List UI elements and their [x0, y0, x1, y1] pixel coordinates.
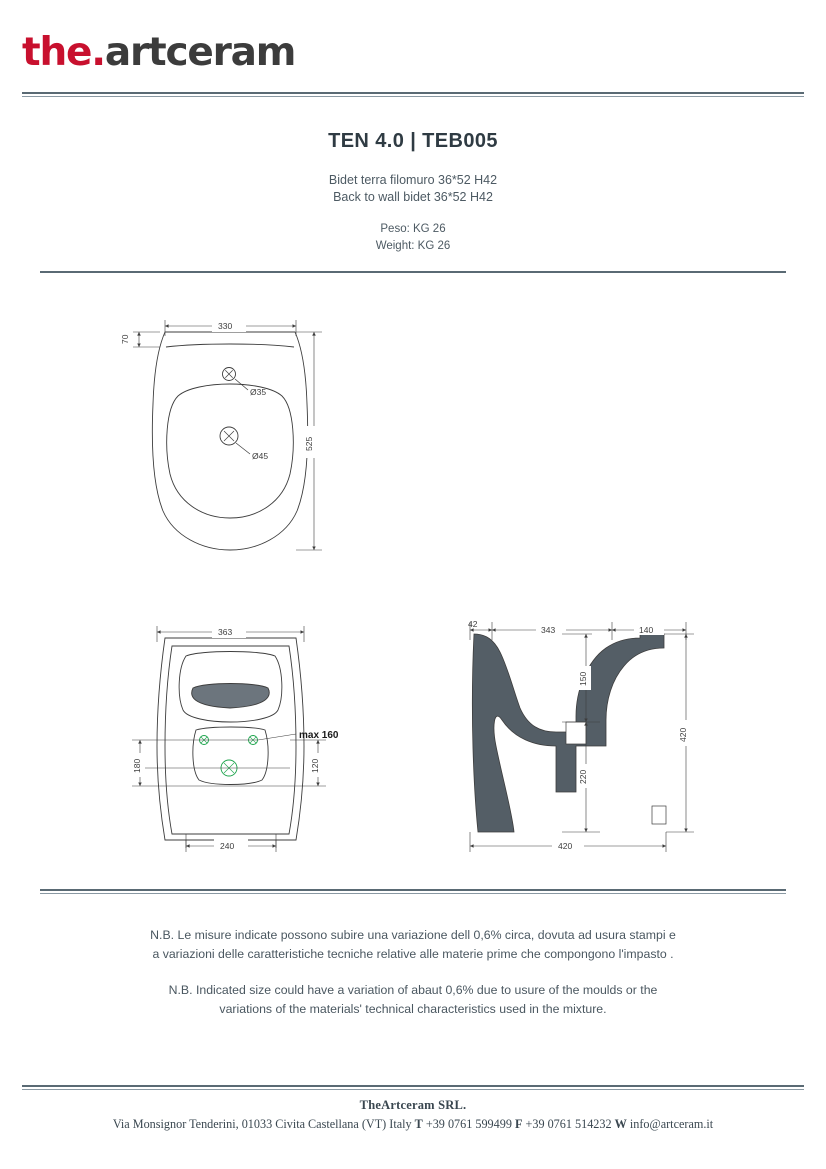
footer-web[interactable]: info@artceram.it: [629, 1117, 714, 1131]
footer-fax-label: F: [514, 1117, 523, 1131]
label-hole-small: Ø35: [250, 387, 267, 397]
dim-side-bottom-420: 420: [558, 841, 573, 851]
top-view-drawing: [120, 319, 322, 550]
note-it-line2: a variazioni delle caratteristiche tecniche relative alle materie prime che compongono l'impasto .: [152, 947, 674, 962]
notes-rule: [40, 889, 786, 891]
dim-side-220: 220: [578, 769, 588, 784]
dim-side-140: 140: [639, 625, 654, 635]
header-rule: [22, 92, 804, 94]
dim-front-left: 180: [132, 758, 142, 773]
footer-company: TheArtceram SRL.: [359, 1098, 467, 1112]
footer-rule-thin: [22, 1089, 804, 1090]
dim-front-base: 240: [220, 841, 235, 851]
footer: [0, 1098, 826, 1132]
dim-side-150: 150: [578, 671, 588, 686]
brand-logo: [22, 30, 295, 75]
label-hole-large: Ø45: [252, 451, 269, 461]
header-rule-thin: [22, 96, 804, 97]
footer-address-line: [0, 1117, 826, 1132]
brand-artceram: artceram: [104, 30, 296, 75]
footer-web-label: W: [614, 1117, 627, 1131]
note-en-line1: N.B. Indicated size could have a variation of abaut 0,6% due to usure of the moulds or the: [168, 983, 658, 998]
product-weight-en: Weight: KG 26: [375, 240, 451, 252]
product-subtitle-it: Bidet terra filomuro 36*52 H42: [328, 173, 498, 187]
dim-front-right: 120: [310, 758, 320, 773]
front-view-drawing: [132, 625, 339, 852]
footer-address: Via Monsignor Tenderini, 01033 Civita Castellana (VT) Italy: [112, 1117, 412, 1131]
title-rule: [40, 271, 786, 273]
notes-rule-thin: [40, 893, 786, 894]
footer-rule: [22, 1085, 804, 1087]
dim-top-width: 330: [218, 321, 233, 331]
dim-side-right-420: 420: [678, 727, 688, 742]
page-title: TEN 4.0 | TEB005: [328, 130, 498, 152]
product-weight-it: Peso: KG 26: [380, 223, 446, 235]
footer-fax: +39 0761 514232: [525, 1117, 612, 1131]
brand-dot: .: [91, 30, 105, 75]
note-english: [0, 981, 826, 1019]
dim-top-rim: 70: [120, 334, 130, 344]
note-it-line1: N.B. Le misure indicate possono subire una variazione dell 0,6% circa, dovuta ad usura stampi e: [150, 928, 676, 942]
note-italian: [0, 926, 826, 964]
side-view-drawing: [468, 619, 694, 852]
brand-the: the: [22, 30, 92, 75]
dim-top-height: 525: [304, 436, 314, 451]
dim-front-width: 363: [218, 627, 233, 637]
footer-tel-label: T: [414, 1117, 423, 1131]
dim-side-42: 42: [468, 619, 478, 629]
notes-section: [0, 926, 826, 1019]
footer-tel: +39 0761 599499: [425, 1117, 512, 1131]
technical-drawings: [0, 296, 826, 866]
label-max-160: max 160: [299, 730, 339, 741]
product-subtitle-en: Back to wall bidet 36*52 H42: [333, 190, 493, 204]
dim-side-343: 343: [541, 625, 556, 635]
note-en-line2: variations of the materials' technical characteristics used in the mixture.: [219, 1002, 607, 1017]
